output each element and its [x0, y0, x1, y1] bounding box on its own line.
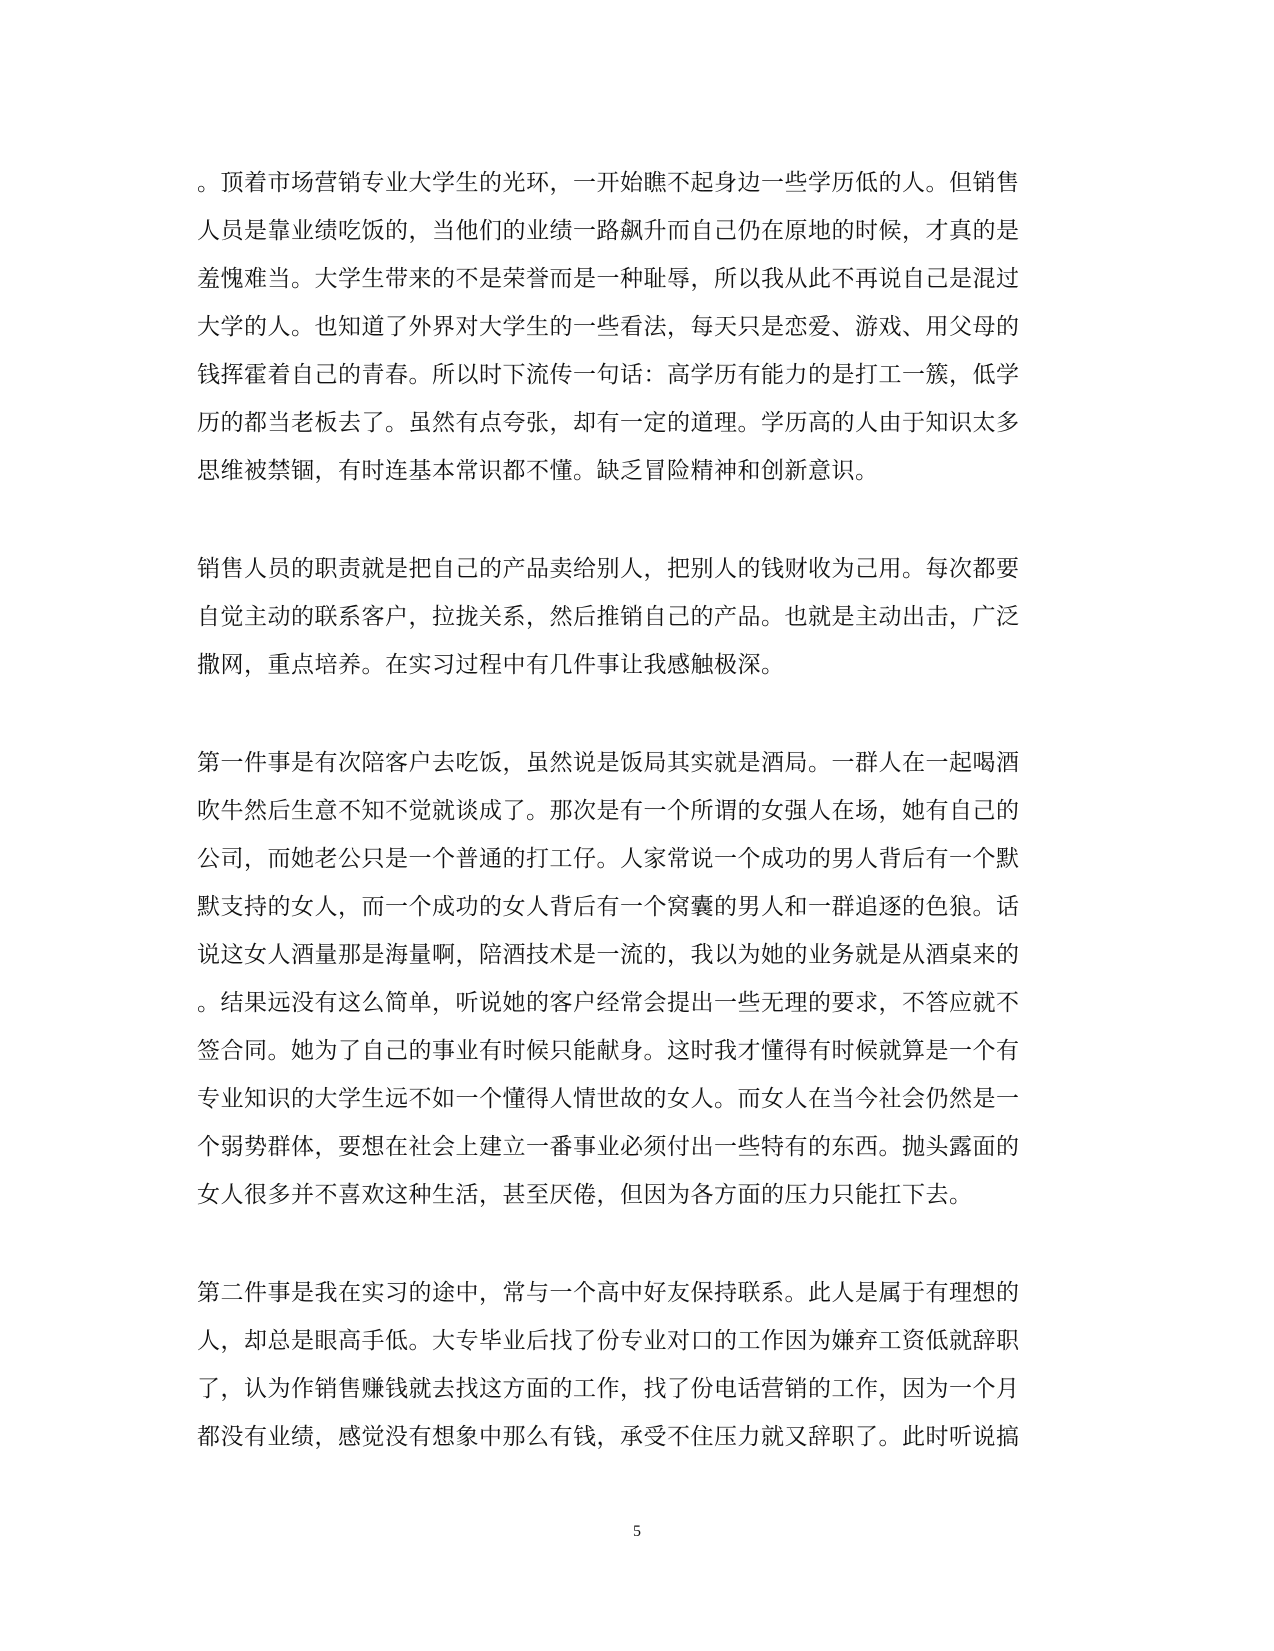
page-number: 5 [633, 1523, 641, 1540]
paragraph-2 [197, 545, 1077, 689]
text-line: 钱挥霍着自己的青春。所以时下流传一句话：高学历有能力的是打工一簇，低学 [197, 362, 1020, 388]
text-line: 羞愧难当。大学生带来的不是荣誉而是一种耻辱，所以我从此不再说自己是混过 [197, 266, 1020, 292]
text-line: 思维被禁锢，有时连基本常识都不懂。缺乏冒险精神和创新意识。 [197, 458, 879, 484]
text-line: 默支持的女人，而一个成功的女人背后有一个窝囊的男人和一群追逐的色狼。话 [197, 894, 1020, 920]
text-line: 第一件事是有次陪客户去吃饭，虽然说是饭局其实就是酒局。一群人在一起喝酒 [197, 750, 1020, 776]
text-line: 专业知识的大学生远不如一个懂得人情世故的女人。而女人在当今社会仍然是一 [197, 1086, 1020, 1112]
text-line: 公司，而她老公只是一个普通的打工仔。人家常说一个成功的男人背后有一个默 [197, 846, 1020, 872]
text-line: 签合同。她为了自己的事业有时候只能献身。这时我才懂得有时候就算是一个有 [197, 1038, 1020, 1064]
paragraph-3 [197, 739, 1077, 1219]
paragraph-spacer [197, 495, 1077, 545]
text-line: 了，认为作销售赚钱就去找这方面的工作，找了份电话营销的工作，因为一个月 [197, 1376, 1020, 1402]
text-line: 说这女人酒量那是海量啊，陪酒技术是一流的，我以为她的业务就是从酒桌来的 [197, 942, 1020, 968]
paragraph-4 [197, 1269, 1077, 1461]
text-line: 自觉主动的联系客户，拉拢关系，然后推销自己的产品。也就是主动出击，广泛 [197, 604, 1020, 630]
text-line: 销售人员的职责就是把自己的产品卖给别人，把别人的钱财收为己用。每次都要 [197, 556, 1020, 582]
text-line: 人员是靠业绩吃饭的，当他们的业绩一路飙升而自己仍在原地的时候，才真的是 [197, 218, 1020, 244]
text-line: 个弱势群体，要想在社会上建立一番事业必须付出一些特有的东西。抛头露面的 [197, 1134, 1020, 1160]
text-line: 人，却总是眼高手低。大专毕业后找了份专业对口的工作因为嫌弃工资低就辞职 [197, 1328, 1020, 1354]
paragraph-1 [197, 159, 1077, 495]
paragraph-spacer [197, 1219, 1077, 1269]
text-line: 。顶着市场营销专业大学生的光环，一开始瞧不起身边一些学历低的人。但销售 [197, 170, 1020, 196]
document-body [197, 159, 1077, 1461]
text-line: 第二件事是我在实习的途中，常与一个高中好友保持联系。此人是属于有理想的 [197, 1280, 1020, 1306]
paragraph-spacer [197, 689, 1077, 739]
text-line: 都没有业绩，感觉没有想象中那么有钱，承受不住压力就又辞职了。此时听说搞 [197, 1424, 1020, 1450]
text-line: 历的都当老板去了。虽然有点夸张，却有一定的道理。学历高的人由于知识太多 [197, 410, 1020, 436]
text-line: 女人很多并不喜欢这种生活，甚至厌倦，但因为各方面的压力只能扛下去。 [197, 1182, 973, 1208]
text-line: 。结果远没有这么简单，听说她的客户经常会提出一些无理的要求，不答应就不 [197, 990, 1020, 1016]
text-line: 撒网，重点培养。在实习过程中有几件事让我感触极深。 [197, 652, 785, 678]
text-line: 大学的人。也知道了外界对大学生的一些看法，每天只是恋爱、游戏、用父母的 [197, 314, 1020, 340]
text-line: 吹牛然后生意不知不觉就谈成了。那次是有一个所谓的女强人在场，她有自己的 [197, 798, 1020, 824]
